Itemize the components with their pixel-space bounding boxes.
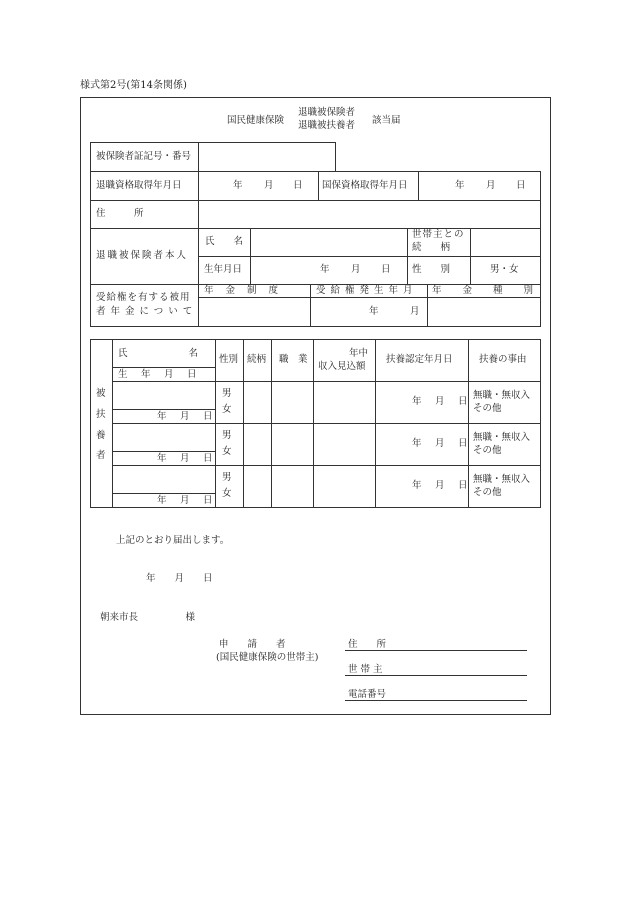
phone-label: 電話番号 xyxy=(348,689,387,700)
benefit-start-year: 年 xyxy=(369,306,379,317)
nhi-qual-month: 月 xyxy=(486,180,496,191)
retire-qual-day: 日 xyxy=(293,180,303,191)
retiree-sex-label: 性 別 xyxy=(412,264,451,275)
title-nhi: 国民健康保険 xyxy=(227,115,285,126)
dep-sex-female: 女 xyxy=(222,488,232,499)
title-retired-insured: 退職被保険者 xyxy=(298,107,356,118)
dependents-side-label-3: 養 xyxy=(96,430,106,441)
nhi-qual-year: 年 xyxy=(455,180,465,191)
dep-recog-date-header: 扶養認定年月日 xyxy=(386,354,453,365)
retiree-self-label: 退職被保険者本人 xyxy=(96,250,189,261)
dep-sex-female: 女 xyxy=(222,446,232,457)
dep-recog-ymd: 年 月 日 xyxy=(412,480,470,491)
dep-reason-2: その他 xyxy=(473,403,502,414)
retire-qual-date-label: 退職資格取得年月日 xyxy=(96,180,182,191)
dep-recog-ymd: 年 月 日 xyxy=(412,396,470,407)
dep-reason-1: 無職・無収入 xyxy=(473,474,531,485)
retire-qual-month: 月 xyxy=(264,180,274,191)
dep-sex-header: 性別 xyxy=(219,354,239,365)
dep-sex-male: 男 xyxy=(222,430,232,441)
dep-birth-ymd: 年 月 日 xyxy=(157,495,215,506)
nhi-qual-day: 日 xyxy=(516,180,526,191)
household-head-label: 世 帯 主 xyxy=(348,664,383,675)
dependents-side-label-2: 扶 xyxy=(96,409,106,420)
dependents-side-label-1: 被 xyxy=(96,388,106,399)
dep-birth-header: 生 年 月 日 xyxy=(118,369,199,380)
insured-card-label: 被保険者証記号・番号 xyxy=(96,151,192,162)
dep-recog-ymd: 年 月 日 xyxy=(412,438,470,449)
retire-qual-year: 年 xyxy=(233,180,243,191)
hh-relation-label-2: 続 柄 xyxy=(412,242,451,253)
statement: 上記のとおり届出します。 xyxy=(116,535,230,546)
dep-reason-1: 無職・無収入 xyxy=(473,432,531,443)
form-number: 様式第2号(第14条関係) xyxy=(80,80,187,91)
applicant-address-line xyxy=(345,650,527,651)
pension-label-2: 者年金について xyxy=(96,306,198,317)
title-retired-dependent: 退職被扶養者 xyxy=(298,120,356,131)
pension-system-header: 年金制度 xyxy=(204,285,291,296)
phone-line xyxy=(345,700,527,701)
dep-sex-male: 男 xyxy=(222,388,232,399)
pension-type-header: 年金種別 xyxy=(432,285,555,296)
applicant-sub-label: (国民健康保険の世帯主) xyxy=(216,652,319,663)
dep-income-header-2: 収入見込額 xyxy=(318,361,366,372)
dep-reason-1: 無職・無収入 xyxy=(473,390,531,401)
dep-reason-2: その他 xyxy=(473,445,502,456)
dep-reason-header: 扶養の事由 xyxy=(479,354,527,365)
addressee: 朝来市長 様 xyxy=(100,612,196,623)
address-label: 住 所 xyxy=(96,208,144,219)
applicant-label: 申 請 者 xyxy=(219,639,286,650)
dep-job-header: 職 業 xyxy=(279,354,308,365)
pension-label-1: 受給権を有する被用 xyxy=(96,292,191,303)
benefit-start-header: 受給権発生年月 xyxy=(316,285,418,296)
dep-sex-male: 男 xyxy=(222,472,232,483)
dep-reason-2: その他 xyxy=(473,487,502,498)
dep-sex-female: 女 xyxy=(222,404,232,415)
dep-income-header-1: 年中 xyxy=(349,348,369,359)
dep-birth-ymd: 年 月 日 xyxy=(157,411,215,422)
dep-name-header: 氏 名 xyxy=(118,348,213,359)
dep-relation-header: 続柄 xyxy=(247,354,267,365)
title-notice: 該当届 xyxy=(372,115,401,126)
retiree-birth-day: 日 xyxy=(381,264,391,275)
dep-birth-ymd: 年 月 日 xyxy=(157,453,215,464)
dependents-side-label-4: 者 xyxy=(96,450,106,461)
retiree-birth-label: 生年月日 xyxy=(204,264,243,275)
household-head-line xyxy=(345,675,527,676)
retiree-name-label: 氏 名 xyxy=(205,236,244,247)
nhi-qual-date-label: 国保資格取得年月日 xyxy=(322,180,408,191)
retiree-birth-month: 月 xyxy=(351,264,361,275)
applicant-address-label: 住 所 xyxy=(348,639,387,650)
benefit-start-month: 月 xyxy=(410,306,420,317)
retiree-sex-value: 男・女 xyxy=(490,264,519,275)
retiree-birth-year: 年 xyxy=(320,264,330,275)
submission-date: 年 月 日 xyxy=(146,573,213,584)
hh-relation-label-1: 世帯主との xyxy=(412,229,465,240)
